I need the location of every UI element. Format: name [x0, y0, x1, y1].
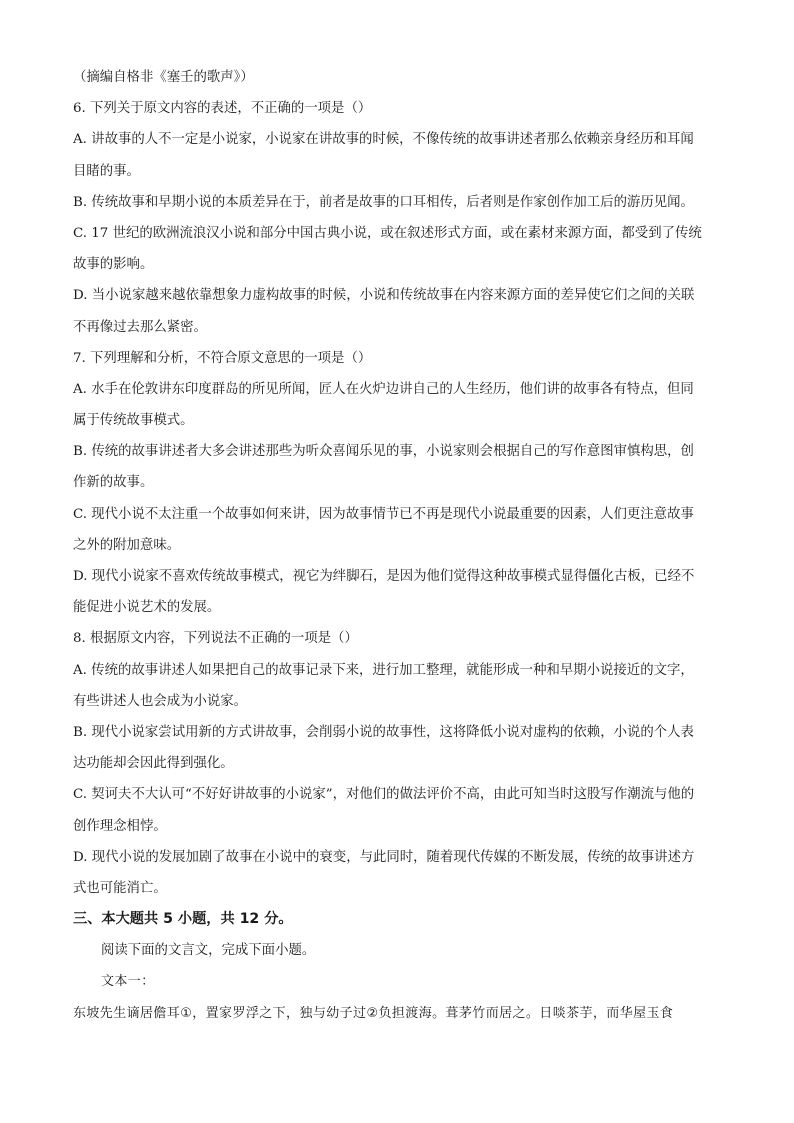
option-a-cont: 有些讲述人也会成为小说家。 [73, 693, 248, 709]
option-c: C. 现代小说不太注重一个故事如何来讲，因为故事情节已不再是现代小说最重要的因素，人们更注意故事 [73, 506, 694, 522]
question-6 [73, 93, 723, 343]
option-d: D. 现代小说的发展加剧了故事在小说中的衰变，与此同时，随着现代传媒的不断发展，传统的故事讲述方 [73, 849, 695, 865]
option-c: C. 契诃夫不大认可“不好好讲故事的小说家”，对他们的做法评价不高，由此可知当时这股写作潮流与他的 [73, 787, 695, 803]
option-b: B. 传统的故事讲述者大多会讲述那些为听众喜闻乐见的事，小说家则会根据自己的写作意图审慎构思，创 [73, 444, 694, 460]
option-d-cont: 能促进小说艺术的发展。 [73, 600, 221, 616]
question-8 [73, 623, 723, 904]
classical-passage-line: 东坡先生谪居儋耳①，置家罗浮之下，独与幼子过②负担渡海。葺茅竹而居之。日啖茶芋，而华屋玉食 [73, 1005, 674, 1021]
question-stem: 6. 下列关于原文内容的表述，不正确的一项是（） [73, 101, 372, 117]
option-c-cont: 之外的附加意味。 [73, 537, 181, 553]
option-c-cont: 创作理念相悖。 [73, 818, 167, 834]
option-d: D. 现代小说家不喜欢传统故事模式，视它为绊脚石，是因为他们觉得这种故事模式显得僵化古板，已经不 [73, 569, 695, 584]
option-d: D. 当小说家越来越依靠想象力虚构故事的时候，小说和传统故事在内容来源方面的差异使它们之间的关联 [73, 288, 695, 304]
option-d-cont: 不再像过去那么紧密。 [73, 319, 207, 335]
source-citation: （摘编自格非《塞壬的歌声》） [73, 70, 254, 85]
question-7 [73, 343, 723, 624]
document-page [73, 62, 723, 1029]
section-heading: 三、本大题共 5 小题，共 12 分。 [73, 911, 293, 928]
option-a: A. 水手在伦敦讲东印度群岛的所见所闻，匠人在火炉边讲自己的人生经历，他们讲的故事各有特点，但同 [73, 381, 694, 397]
option-a: A. 讲故事的人不一定是小说家，小说家在讲故事的时候，不像传统的故事讲述者那么依赖亲身经历和耳闻 [73, 132, 694, 148]
question-stem: 8. 根据原文内容，下列说法不正确的一项是（） [73, 631, 358, 647]
option-b: B. 传统故事和早期小说的本质差异在于，前者是故事的口耳相传，后者则是作家创作加工后的游历见闻。 [73, 194, 694, 210]
section-instruction: 阅读下面的文言文，完成下面小题。 [101, 943, 316, 959]
option-a: A. 传统的故事讲述人如果把自己的故事记录下来，进行加工整理，就能形成一种和早期小说接近的文字， [73, 662, 694, 678]
option-a-cont: 目睹的事。 [73, 163, 140, 179]
option-b: B. 现代小说家尝试用新的方式讲故事，会削弱小说的故事性，这将降低小说对虚构的依赖，小说的个人表 [73, 724, 694, 740]
option-b-cont: 达功能却会因此得到强化。 [73, 756, 234, 772]
question-stem: 7. 下列理解和分析，不符合原文意思的一项是（） [73, 350, 372, 366]
option-a-cont: 属于传统故事模式。 [73, 413, 194, 429]
option-c: C. 17 世纪的欧洲流浪汉小说和部分中国古典小说，或在叙述形式方面，或在素材来源方面，都受到了传统 [73, 225, 702, 241]
text-label: 文本一： [101, 974, 155, 990]
option-b-cont: 作新的故事。 [73, 475, 154, 491]
option-d-cont: 式也可能消亡。 [73, 880, 167, 896]
option-c-cont: 故事的影响。 [73, 257, 154, 273]
